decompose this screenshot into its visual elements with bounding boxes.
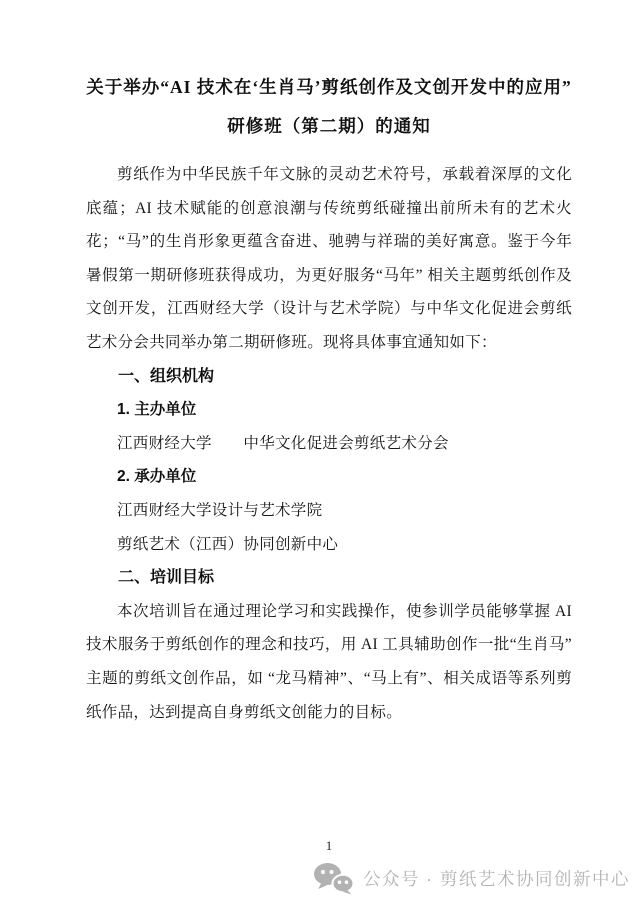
document-content <box>86 68 572 729</box>
notice-title <box>86 68 572 146</box>
page-number: 1 <box>325 838 333 853</box>
co-organizer-name-2: 剪纸艺术（江西）协同创新中心 <box>117 535 339 553</box>
wechat-icon <box>313 862 354 895</box>
notice-title-line1: 关于举办“AI 技术在‘生肖马’剪纸创作及文创开发中的应用” <box>86 77 572 97</box>
goal-paragraph: 本次培训旨在通过理论学习和实践操作，使参训学员能够掌握 AI 技术服务于剪纸创作的理念和技巧，用 AI 工具辅助创作一批“生肖马”主题的剪纸文创作品，如 “龙马精神”、“马上有”、相关成语等系列剪纸作品，达到提高自身剪纸文创能力的目标。 <box>86 602 572 721</box>
section-heading-training-goals: 二、培训目标 <box>118 569 215 587</box>
organizer-names: 江西财经大学 中华文化促进会剪纸艺术分会 <box>117 434 449 452</box>
section-heading-organization: 一、组织机构 <box>118 367 215 385</box>
intro-paragraph: 剪纸作为中华民族千年文脉的灵动艺术符号，承载着深厚的文化底蕴；AI 技术赋能的创意浪潮与传统剪纸碰撞出前所未有的艺术火花；“马”的生肖形象更蕴含奋进、驰骋与祥瑞的美好寓意。鉴于今年暑假第一期研修班获得成功，为更好服务“马年” 相关主题剪纸创作及文创开发，江西财经大学（设计与艺术学院）与中华文化促进会剪纸艺术分会共同举办第二期研修班。现将具体事宜通知如下： <box>86 166 572 351</box>
organizer-label: 1. 主办单位 <box>117 401 197 419</box>
watermark-text: 公众号 · 剪纸艺术协同创新中心 <box>362 869 630 889</box>
co-organizer-label: 2. 承办单位 <box>117 468 197 486</box>
co-organizer-name-1: 江西财经大学设计与艺术学院 <box>117 501 323 519</box>
notice-title-line2: 研修班（第二期）的通知 <box>227 116 431 136</box>
watermark <box>313 862 630 895</box>
